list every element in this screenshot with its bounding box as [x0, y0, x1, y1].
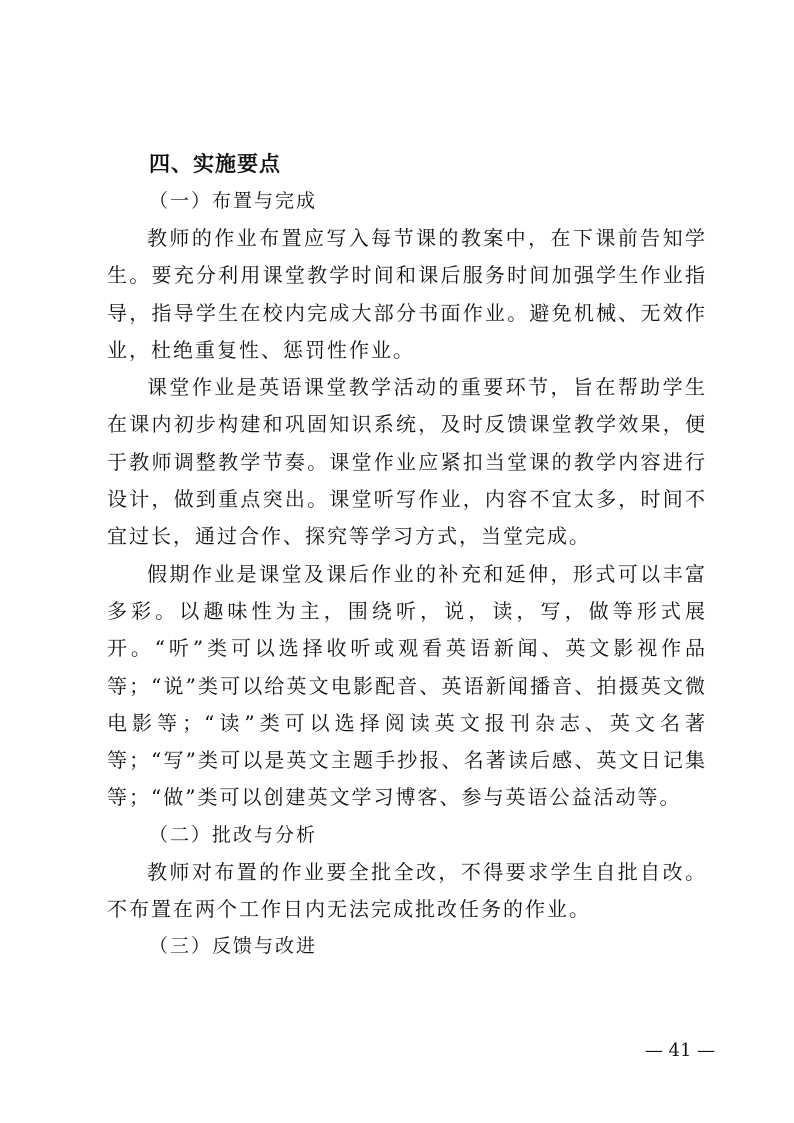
page-body: [107, 146, 707, 965]
page-number: — 41 —: [644, 1040, 716, 1061]
paragraph-homework-assignment: 教师的作业布置应写入每节课的教案中，在下课前告知学生。要充分利用课堂教学时间和课后服务时间加强学生作业指导，指导学生在校内完成大部分书面作业。避免机械、无效作业，杜绝重复性、惩罚性作业。: [107, 226, 707, 362]
subsection-title-feedback-improvement: （三）反馈与改进: [149, 935, 318, 958]
subsection-title-grading-analysis: （二）批改与分析: [149, 823, 318, 846]
paragraph-holiday-homework: 假期作业是课堂及课后作业的补充和延伸，形式可以丰富多彩。以趣味性为主，围绕听，说，读，写，做等形式展开。“听”类可以选择收听或观看英语新闻、英文影视作品等；“说”类可以给英文电影配音、英语新闻播音、拍摄英文微电影等；“读”类可以选择阅读英文报刊杂志、英文名著等；“写”类可以是英文主题手抄报、名著读后感、英文日记集等；“做”类可以创建英文学习博客、参与英语公益活动等。: [107, 561, 707, 810]
paragraph-grading: 教师对布置的作业要全批全改，不得要求学生自批自改。不布置在两个工作日内无法完成批改任务的作业。: [107, 859, 707, 922]
subsection-title-assign-complete: （一）布置与完成: [149, 190, 318, 212]
section-heading: 四、实施要点: [149, 152, 281, 176]
paragraph-classroom-homework: 课堂作业是英语课堂教学活动的重要环节，旨在帮助学生在课内初步构建和巩固知识系统，及时反馈课堂教学效果，便于教师调整教学节奏。课堂作业应紧扣当堂课的教学内容进行设计，做到重点突出。课堂听写作业，内容不宜太多，时间不宜过长，通过合作、探究等学习方式，当堂完成。: [107, 375, 707, 549]
